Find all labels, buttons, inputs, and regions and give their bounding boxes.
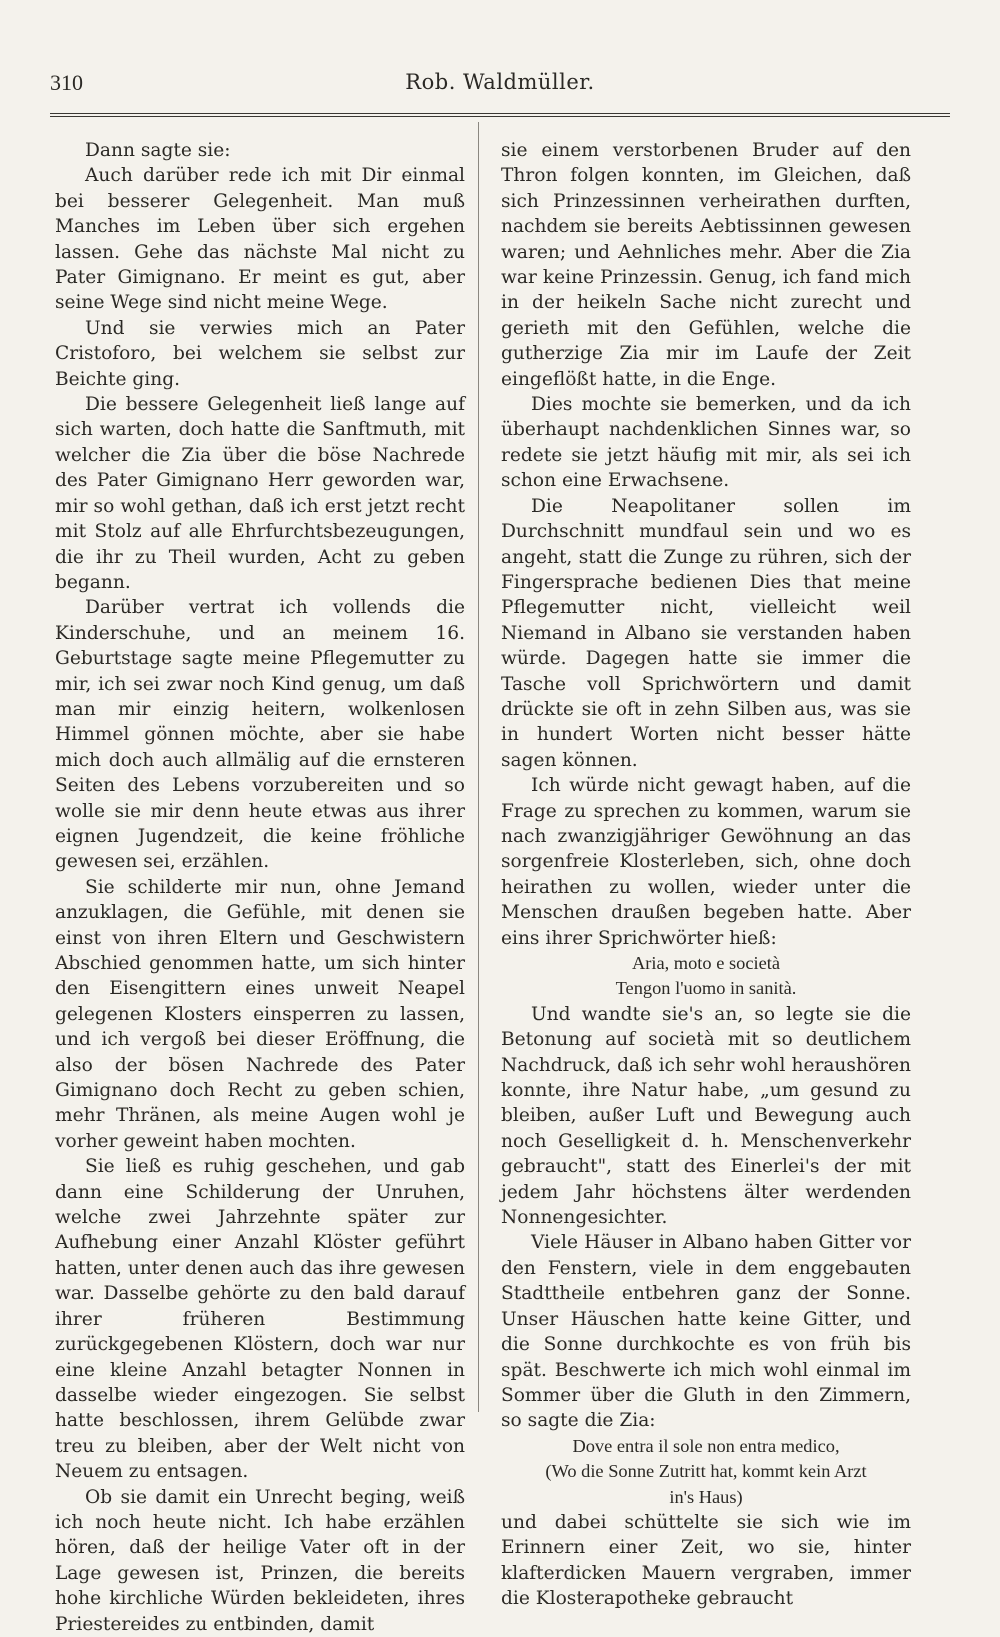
paragraph: Darüber vertrat ich vollends die Kinderschuhe, und an meinem 16. Geburtstage sagte meine Pflegemutter zu mir, ich sei zwar noch Kind genug, um daß man mir einzig heitern, wolkenlosen Himmel gönnen möchte, aber sie habe mich doch auch allmälig auf die ernsteren Seiten des Lebens vorzubereiten und so wolle sie mir denn heute etwas aus ihrer eignen Jugendzeit, die keine fröhliche gewesen sei, erzählen. bbox=[55, 597, 465, 873]
verse-line: in's Haus) bbox=[669, 1486, 743, 1507]
paragraph: Ich würde nicht gewagt haben, auf die Frage zu sprechen zu kommen, warum sie nach zwanzigjähriger Gewöhnung an das sorgenfreie Klosterleben, sich, ohne doch heirathen zu wollen, wieder unter die Menschen draußen begeben hatte. Aber eins ihrer Sprichwörter hieß: bbox=[501, 775, 911, 949]
paragraph: Dann sagte sie: bbox=[85, 140, 231, 161]
verse-line: Dove entra il sole non entra medico, bbox=[572, 1435, 840, 1456]
page-header bbox=[50, 70, 950, 104]
paragraph: Und wandte sie's an, so legte sie die Betonung auf società mit so deutlichem Nachdruck, daß ich sehr wohl heraushören konnte, ihre Natur habe, „um gesund zu bleiben, außer Luft und Bewegung auch noch Geselligkeit d. h. Menschenverkehr gebraucht", statt des Einerlei's der mit jedem Jahr höchstens älter werdenden Nonnengesichter. bbox=[501, 1003, 911, 1229]
paragraph: Ob sie damit ein Unrecht beging, weiß ich noch heute nicht. Ich habe erzählen hören, daß der heilige Vater oft in der Lage gewesen ist, Prinzen, die bereits hohe kirchliche Würden bekleideten, ihres Priestereides zu entbinden, damit bbox=[55, 1486, 465, 1635]
paragraph: Die bessere Gelegenheit ließ lange auf sich warten, doch hatte die Sanftmuth, mit welcher die Zia über die böse Nachrede des Pater Gimignano Herr geworden war, mir so wohl gethan, daß ich erst jetzt recht mit Stolz auf alle Ehrfurchtsbezeugungen, die ihr zu Theil wurden, Acht zu geben begann. bbox=[55, 394, 465, 593]
paragraph: sie einem verstorbenen Bruder auf den Thron folgen konnten, im Gleichen, daß sich Prinzessinnen verheirathen durften, nachdem sie bereits Aebtissinnen gewesen waren; und Aehnliches mehr. Aber die Zia war keine Prinzessin. Genug, ich fand mich in der heikeln Sache nicht zurecht und gerieth mit den Gefühlen, welche die gutherzige Zia mir im Laufe der Zeit eingeflößt hatte, in die Enge. bbox=[501, 140, 911, 390]
paragraph: Auch darüber rede ich mit Dir einmal bei besserer Gelegenheit. Man muß Manches im Leben über sich ergehen lassen. Gehe das nächste Mal nicht zu Pater Gimignano. Er meint es gut, aber seine Wege sind nicht meine Wege. bbox=[55, 165, 465, 314]
verse-line: Aria, moto e società bbox=[631, 953, 781, 973]
running-title: Rob. Waldmüller. bbox=[405, 70, 595, 94]
paragraph: Sie schilderte mir nun, ohne Jemand anzuklagen, die Gefühle, mit denen sie einst von ihren Eltern und Geschwistern Abschied genommen hatte, um sich hinter den Eisengittern eines unweit Neapel gelegenen Klosters einsperren zu lassen, und ich vergoß bei dieser Eröffnung, die also der bösen Nachrede des Pater Gimignano doch Recht zu geben schien, mehr Thränen, als meine Augen wohl je vorher geweint haben mochten. bbox=[55, 876, 465, 1152]
header-rule bbox=[50, 113, 950, 117]
paragraph: und dabei schüttelte sie sich wie im Erinnern einer Zeit, wo sie, hinter klafterdicken Mauern vergraben, immer die Klosterapotheke gebraucht bbox=[501, 1511, 911, 1610]
paragraph: Viele Häuser in Albano haben Gitter vor den Fenstern, viele in dem enggebauten Stadttheile entbehren ganz der Sonne. Unser Häuschen hatte keine Gitter, und die Sonne durchkochte es von früh bis spät. Beschwerte ich mich wohl einmal im Sommer über die Gluth in den Zimmern, so sagte die Zia: bbox=[501, 1232, 911, 1432]
paragraph: Sie ließ es ruhig geschehen, und gab dann eine Schilderung der Unruhen, welche zwei Jahrzehnte später zur Aufhebung einer Anzahl Klöster geführt hatten, unter denen auch das ihre gewesen war. Dasselbe gehörte zu den bald darauf ihrer früheren Bestimmung zurückgegebenen Klöstern, doch war nur eine kleine Anzahl betagter Nonnen in dasselbe wieder eingezogen. Sie selbst hatte beschlossen, ihrem Gelübde zwar treu zu bleiben, aber der Welt nicht von Neuem zu entsagen. bbox=[55, 1156, 465, 1483]
verse-line: (Wo die Sonne Zutritt hat, kommt kein Arzt bbox=[545, 1461, 867, 1482]
column-divider bbox=[478, 122, 479, 1412]
page-number: 310 bbox=[50, 70, 83, 95]
verse-line: Tengon l'uomo in sanità. bbox=[615, 978, 797, 999]
paragraph: Und sie verwies mich an Pater Cristoforo, bei welchem sie selbst zur Beichte ging. bbox=[55, 317, 465, 390]
left-column bbox=[55, 138, 465, 1637]
right-column bbox=[501, 138, 911, 1612]
paragraph: Dies mochte sie bemerken, und da ich überhaupt nachdenklichen Sinnes war, so redete sie jetzt häufig mit mir, als sei ich schon eine Erwachsene. bbox=[501, 394, 911, 492]
paragraph: Die Neapolitaner sollen im Durchschnitt mundfaul sein und wo es angeht, statt die Zunge zu rühren, sich der Fingersprache bedienen Dies that meine Pflegemutter nicht, vielleicht weil Niemand in Albano sie verstanden haben würde. Dagegen hatte sie immer die Tasche voll Sprichwörtern und damit drückte sie oft in zehn Silben aus, was sie in hundert Worten nicht besser hätte sagen können. bbox=[501, 495, 911, 771]
